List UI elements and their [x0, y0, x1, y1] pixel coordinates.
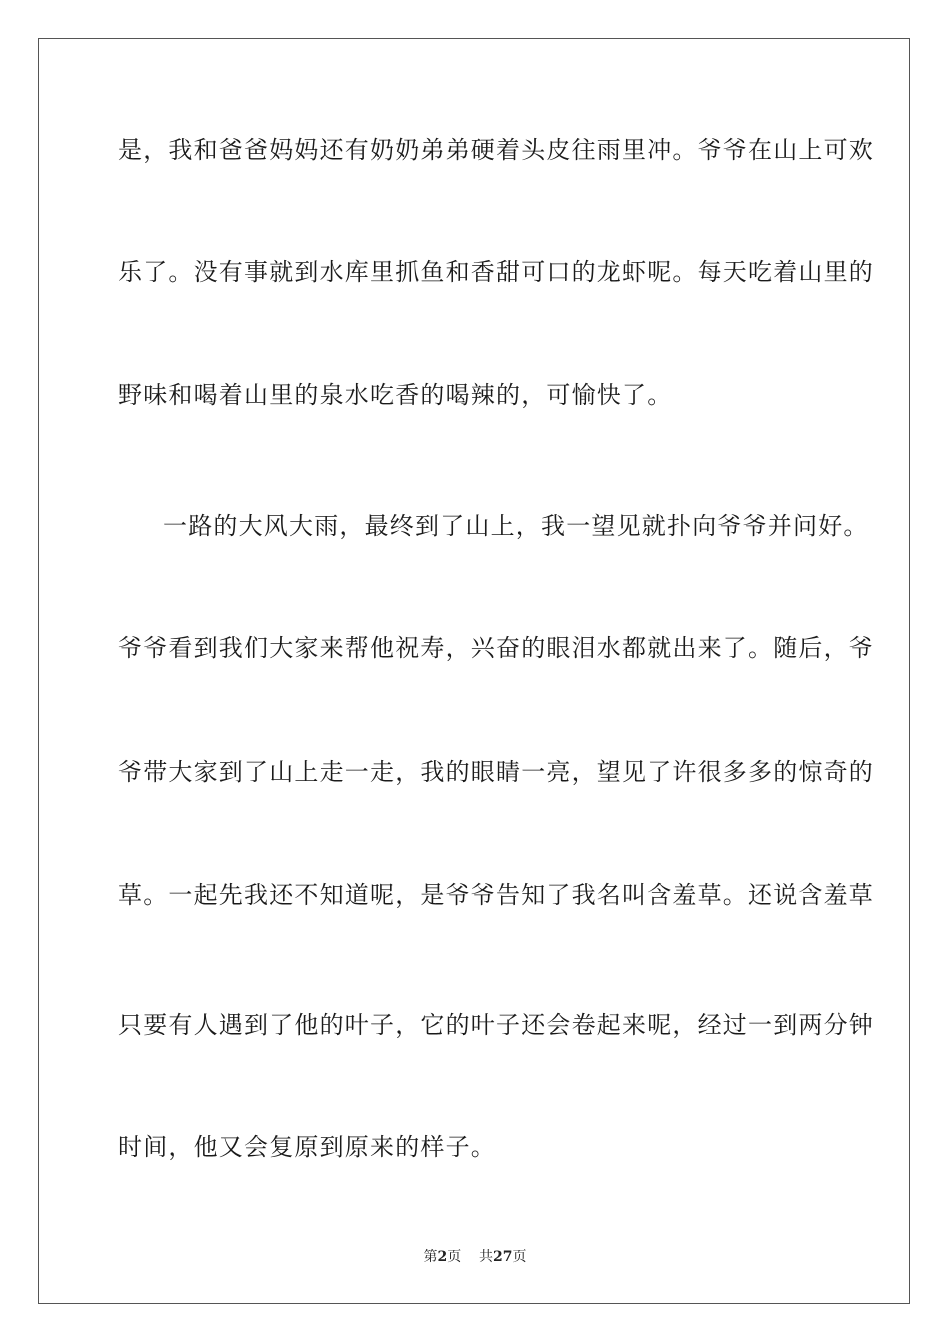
- text-line: 爷爷看到我们大家来帮他祝寿，兴奋的眼泪水都就出来了。随后，爷: [118, 634, 874, 662]
- page-border: [38, 38, 910, 1304]
- page-prefix: 第: [423, 1249, 438, 1265]
- total-suffix: 页: [512, 1249, 527, 1265]
- total-pages: 27: [493, 1249, 513, 1265]
- text-line: 乐了。没有事就到水库里抓鱼和香甜可口的龙虾呢。每天吃着山里的: [118, 258, 874, 286]
- paragraph-first-line: 一路的大风大雨，最终到了山上，我一望见就扑向爷爷并问好。: [163, 512, 869, 540]
- text-line: 时间，他又会复原到原来的样子。: [118, 1133, 496, 1161]
- page-footer: [0, 1247, 950, 1267]
- page-suffix: 页: [447, 1249, 462, 1265]
- total-prefix: 共: [479, 1249, 494, 1265]
- text-line: 野味和喝着山里的泉水吃香的喝辣的，可愉快了。: [118, 381, 673, 409]
- text-line: 只要有人遇到了他的叶子，它的叶子还会卷起来呢，经过一到两分钟: [118, 1011, 874, 1039]
- text-line: 爷带大家到了山上走一走，我的眼睛一亮，望见了许很多多的惊奇的: [118, 758, 874, 786]
- page-number: 2: [437, 1249, 448, 1265]
- text-line: 草。一起先我还不知道呢，是爷爷告知了我名叫含羞草。还说含羞草: [118, 881, 874, 909]
- text-line: 是，我和爸爸妈妈还有奶奶弟弟硬着头皮往雨里冲。爷爷在山上可欢: [118, 136, 874, 164]
